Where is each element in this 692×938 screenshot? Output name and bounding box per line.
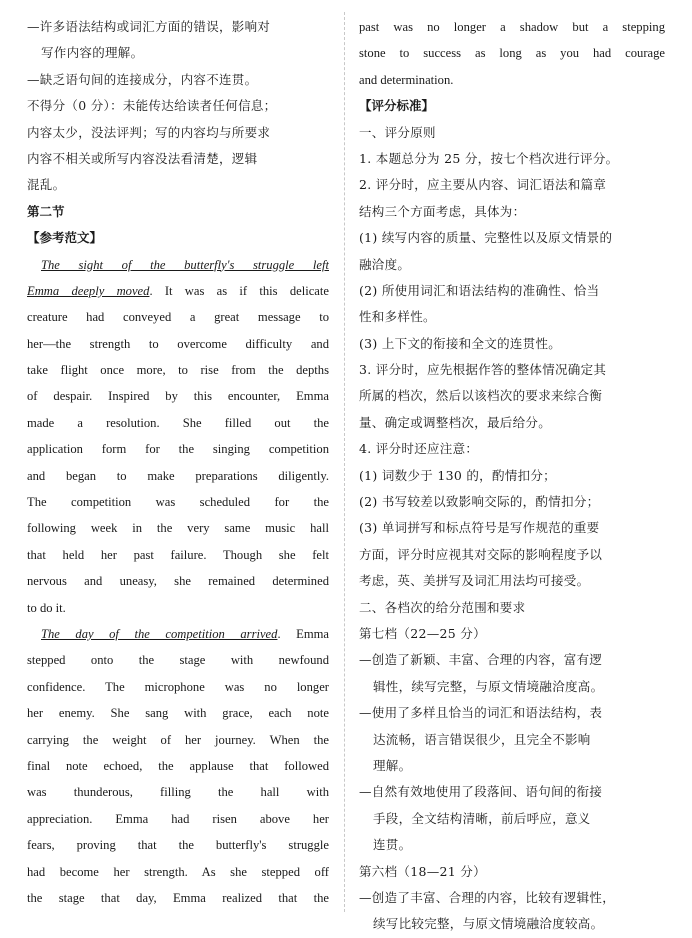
essay-line: final note echoed, the applause that followed (27, 758, 329, 773)
text-line: —许多语法结构或词汇方面的错误，影响对 (27, 19, 271, 34)
right-column (359, 14, 665, 938)
text-line: —自然有效地使用了段落间、语句间的衔接 (359, 784, 603, 800)
text-line: (3) 单词拼写和标点符号是写作规范的重要 (359, 520, 600, 536)
essay-line: stepped onto the stage with newfound (27, 653, 329, 668)
text-line: 写作内容的理解。 (41, 45, 144, 61)
essay-line: and determination. (359, 72, 454, 87)
text-line: 结构三个方面考虑，具体为： (359, 203, 526, 219)
text-line: 理解。 (373, 757, 412, 773)
essay-line: of despair. Inspired by this encounter, Emma (27, 389, 329, 404)
text-line: 内容不相关或所写内容没法看清楚，逻辑 (27, 150, 258, 166)
subsection-heading: 一、评分原则 (359, 124, 436, 140)
essay-line: following week in the very same music hall (27, 521, 329, 536)
essay-line: that held her past failure. Though she felt (27, 547, 329, 562)
text-line: 3. 评分时，应先根据作答的整体情况确定其 (359, 362, 607, 378)
essay-text: . It was as if this delicate (149, 283, 329, 298)
text-line: 辑性，续写完整，与原文情境融洽度高。 (373, 678, 604, 694)
essay-line: The competition was scheduled for the (27, 495, 329, 510)
essay-line: the stage that day, Emma realized that the (27, 890, 329, 905)
essay-line: take flight once more, to rise from the depths (27, 363, 329, 378)
text-line: (1) 词数少于 130 的，酌情扣分； (359, 467, 556, 483)
essay-line (27, 252, 329, 278)
text-line: 混乱。 (27, 177, 66, 193)
text-line: 方面，评分时应视其对交际的影响程度予以 (359, 546, 603, 562)
essay-line (27, 278, 329, 304)
level-heading: 第七档（22—25 分） (359, 625, 486, 641)
essay-line: her enemy. She sang with grace, each note (27, 706, 329, 721)
text-line: 1. 本题总分为 25 分，按七个档次进行评分。 (359, 150, 619, 166)
text-line: 4. 评分时还应注意： (359, 441, 479, 457)
text-line: 续写比较完整，与原文情境融洽度较高。 (373, 916, 604, 932)
text-line: (1) 续写内容的质量、完整性以及原文情景的 (359, 230, 613, 246)
paragraph-lead-cont: Emma deeply moved (27, 283, 150, 298)
essay-line: made a resolution. She filled out the (27, 415, 329, 430)
essay-line: nervous and uneasy, she remained determined (27, 574, 329, 589)
essay-text: . Emma (277, 626, 329, 641)
essay-line: appreciation. Emma had risen above her (27, 811, 329, 826)
text-line: 所属的档次，然后以该档次的要求来综合衡 (359, 388, 603, 404)
text-line: 达流畅，语言错误很少，且完全不影响 (373, 731, 591, 747)
essay-line: was thunderous, filling the hall with (27, 785, 329, 800)
paragraph-lead: The sight of the butterfly's struggle left (41, 257, 329, 272)
text-line: —创造了新颖、丰富、合理的内容，富有逻 (359, 652, 603, 668)
level-heading: 第六档（18—21 分） (359, 863, 486, 879)
column-divider (344, 12, 345, 912)
text-line: 连贯。 (373, 837, 412, 853)
sample-essay-heading: 【参考范文】 (27, 230, 103, 246)
essay-line: creature had conveyed a great message to (27, 310, 329, 325)
essay-line: and began to make preparations diligently. (27, 468, 329, 483)
text-line: 考虑，英、美拼写及词汇用法均可接受。 (359, 573, 590, 589)
essay-line: application form for the singing competition (27, 442, 329, 457)
text-line: —缺乏语句间的连接成分，内容不连贯。 (27, 71, 258, 87)
essay-line: to do it. (27, 600, 66, 615)
text-line: 量、确定或调整档次，最后给分。 (359, 414, 552, 430)
text-line: 2. 评分时，应主要从内容、词汇语法和篇章 (359, 177, 607, 193)
text-line: (2) 所使用词汇和语法结构的准确性、恰当 (359, 282, 600, 298)
text-line: 融洽度。 (359, 256, 411, 272)
section-heading: 第二节 (27, 203, 65, 219)
essay-line: her—the strength to overcome difficulty and (27, 336, 329, 351)
essay-line: confidence. The microphone was no longer (27, 679, 329, 694)
text-line: (3) 上下文的衔接和全文的连贯性。 (359, 335, 562, 351)
text-line: 性和多样性。 (359, 309, 436, 325)
text-line: —创造了丰富、合理的内容，比较有逻辑性， (359, 889, 616, 905)
text-line: 手段，全文结构清晰，前后呼应，意义 (373, 810, 591, 826)
essay-line: fears, proving that the butterfly's struggle (27, 838, 329, 853)
text-line: 内容太少，没法评判；写的内容均与所要求 (27, 124, 271, 140)
essay-line: past was no longer a shadow but a stepping (359, 20, 665, 34)
text-line: —使用了多样且恰当的词汇和语法结构，表 (359, 705, 603, 721)
essay-line: had become her strength. As she stepped off (27, 864, 329, 879)
essay-line (27, 621, 329, 647)
left-column (27, 14, 329, 911)
subsection-heading: 二、各档次的给分范围和要求 (359, 599, 526, 615)
text-line: (2) 书写较差以致影响交际的，酌情扣分； (359, 494, 600, 510)
criteria-heading: 【评分标准】 (359, 98, 435, 114)
essay-line: carrying the weight of her journey. When the (27, 732, 329, 747)
paragraph-lead: The day of the competition arrived (41, 626, 278, 641)
text-line: 不得分（0 分）：未能传达给读者任何信息； (27, 98, 277, 114)
essay-line: stone to success as long as you had courage (359, 46, 665, 61)
